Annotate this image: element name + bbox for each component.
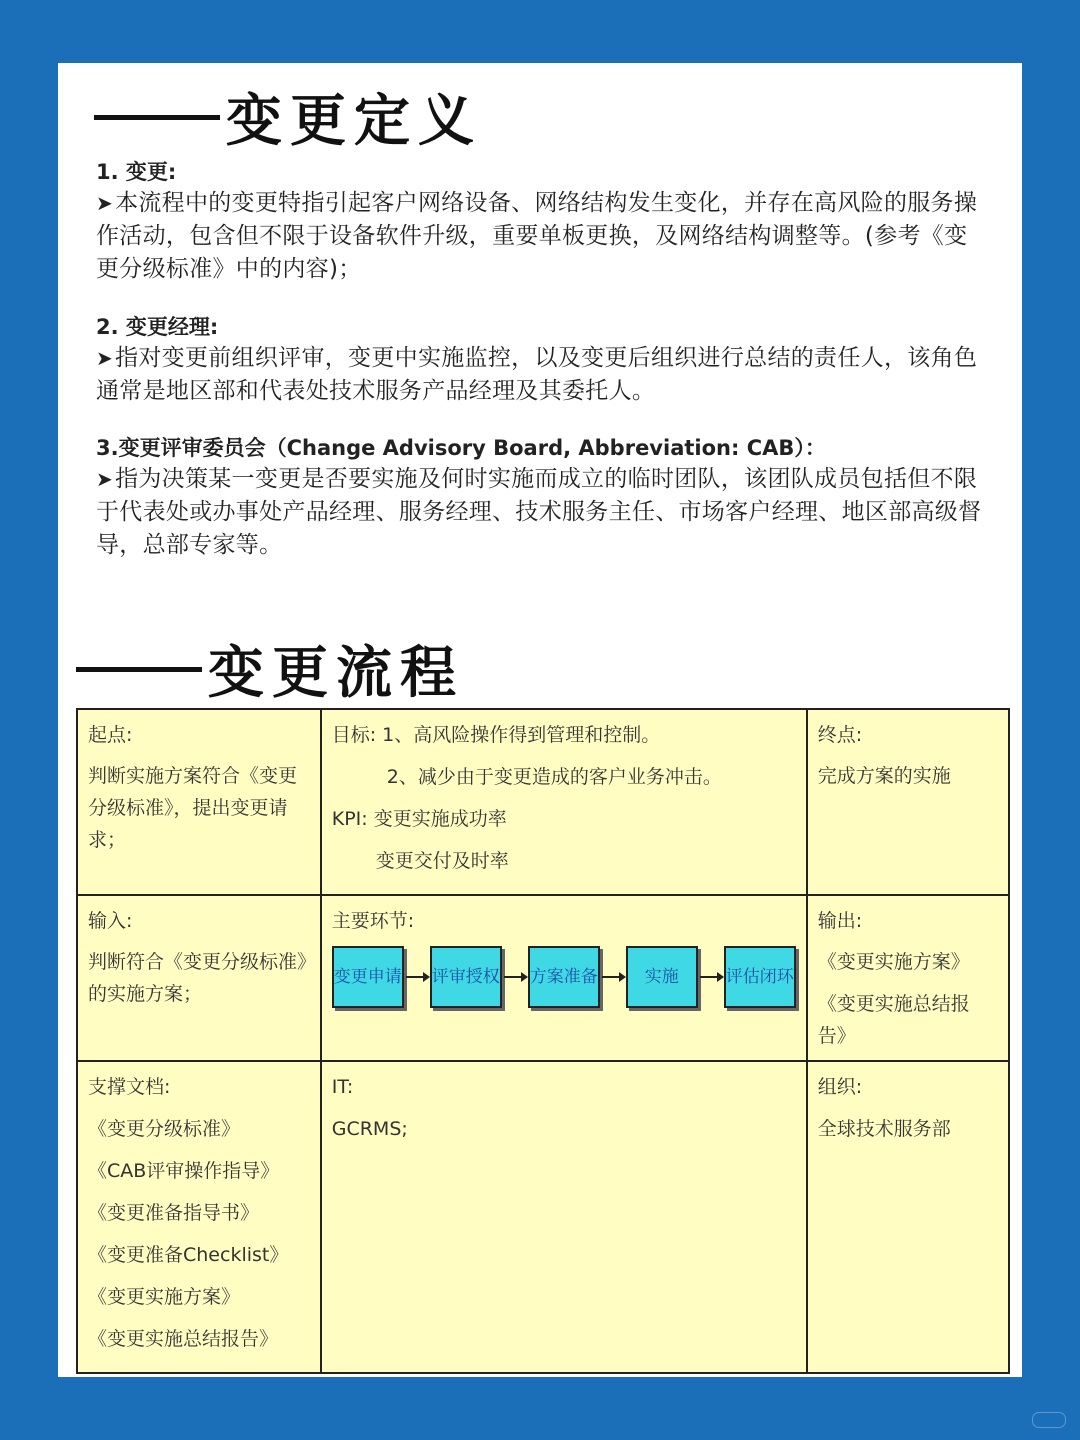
process-title: 变更流程 [76,629,464,709]
flow-arrow-icon [602,976,624,978]
definition-text: 指对变更前组织评审，变更中实施监控，以及变更后组织进行总结的责任人，该角色通常是地区部和代表处技术服务产品经理及其委托人。 [96,345,978,404]
flow-arrow-icon [700,976,722,978]
process-table [76,708,1010,1374]
flow-step: 评审授权 [430,946,502,1008]
content-card [58,63,1022,1377]
doc-item: 《CAB评审操作指导》 [88,1160,280,1182]
definitions-title: 变更定义 [94,77,482,157]
definition-change-manager [96,312,988,408]
flow-arrow-icon [504,976,526,978]
flow-step: 实施 [626,946,698,1008]
definition-change [96,157,988,286]
output-cell: 输出: 《变更实施方案》 《变更实施总结报告》 [807,895,1009,1061]
definition-text: 指为决策某一变更是否要实施及何时实施而成立的临时团队，该团队成员包括但不限于代表处或办事处产品经理、服务经理、技术服务主任、市场客户经理、地区部高级督导，总部专家等。 [96,466,982,558]
definition-text: 本流程中的变更特指引起客户网络设备、网络结构发生变化，并存在高风险的服务操作活动，包含但不限于设备软件升级，重要单板更换，及网络结构调整等。(参考《变更分级标准》中的内容)； [96,190,978,282]
doc-item: 《变更准备指导书》 [88,1202,260,1224]
main-steps-cell: 主要环节: 变更申请 评审授权 方案准备 实施 评估闭环 [321,895,807,1061]
it-cell: IT: GCRMS; [321,1061,807,1373]
definition-heading: 3.变更评审委员会（Change Advisory Board, Abbreviation: CAB）： [96,436,826,460]
watermark-icon [1032,1412,1066,1428]
doc-item: 《变更分级标准》 [88,1118,241,1140]
title-dash [94,115,220,120]
arrow-bullet-icon: ➤ [96,191,114,215]
definition-cab [96,433,988,562]
input-cell: 输入: 判断符合《变更分级标准》的实施方案； [77,895,321,1061]
flow-step: 评估闭环 [724,946,796,1008]
flow-arrow-icon [406,976,428,978]
arrow-bullet-icon: ➤ [96,467,114,491]
goal-cell: 目标: 1、高风险操作得到管理和控制。 2、减少由于变更造成的客户业务冲击。 KPI: 变更实施成功率 变更交付及时率 [321,709,807,895]
flow-step: 变更申请 [332,946,404,1008]
docs-cell: 支撑文档: 《变更分级标准》 《CAB评审操作指导》 《变更准备指导书》 《变更准备Checklist》 《变更实施方案》 《变更实施总结报告》 [77,1061,321,1373]
definition-heading: 1. 变更: [96,160,177,184]
process-flow [332,946,796,1008]
doc-item: 《变更准备Checklist》 [88,1244,289,1266]
org-cell: 组织: 全球技术服务部 [807,1061,1009,1373]
title-dash [76,667,202,672]
doc-item: 《变更实施方案》 [88,1286,241,1308]
end-cell: 终点: 完成方案的实施 [807,709,1009,895]
arrow-bullet-icon: ➤ [96,346,114,370]
start-cell: 起点: 判断实施方案符合《变更分级标准》，提出变更请求； [77,709,321,895]
doc-item: 《变更实施总结报告》 [88,1328,279,1350]
flow-step: 方案准备 [528,946,600,1008]
definition-heading: 2. 变更经理: [96,315,219,339]
